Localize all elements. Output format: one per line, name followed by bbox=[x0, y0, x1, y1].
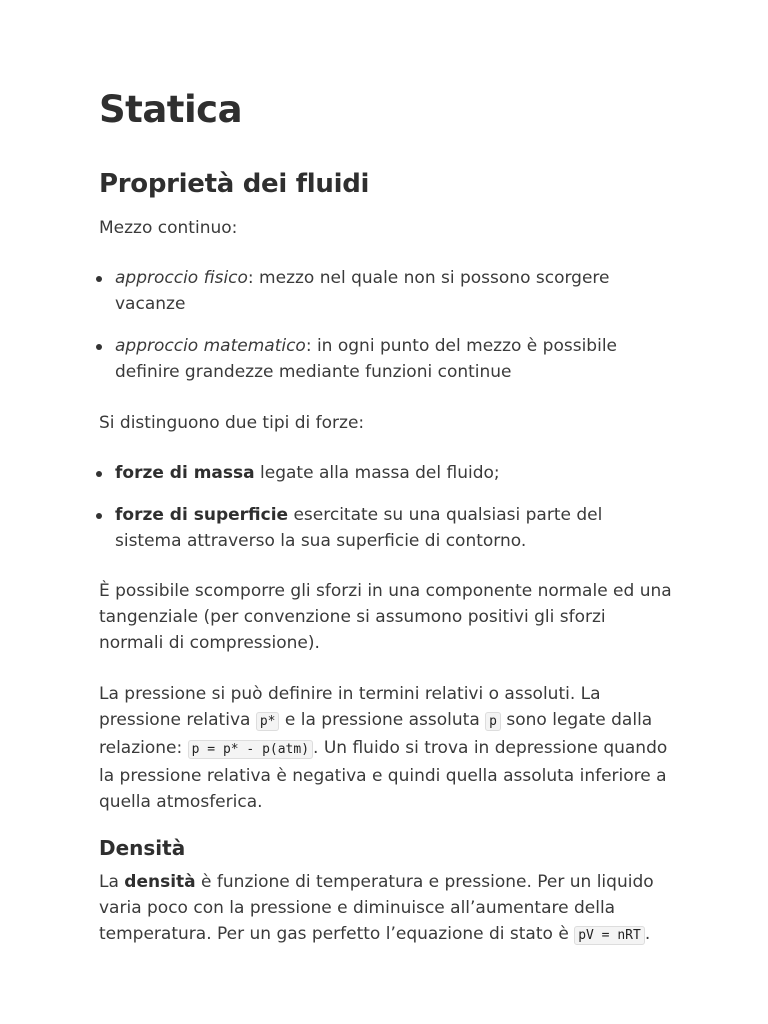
text-span: . Un fluido si trova in depressione quando la pressione relativa è negativa e quindi quella assoluta inferiore a quella atmosferica. bbox=[99, 738, 668, 812]
inline-code-absolute-pressure: p bbox=[485, 712, 501, 731]
term-approccio-matematico: approccio matematico bbox=[115, 336, 306, 356]
list-item bbox=[99, 265, 674, 317]
pressure-paragraph bbox=[99, 681, 674, 815]
approaches-list bbox=[99, 265, 674, 385]
list-item-text: : mezzo nel quale non si possono scorgere vacanze bbox=[115, 268, 610, 314]
inline-code-pressure-relation: p = p* - p(atm) bbox=[188, 740, 313, 759]
density-paragraph bbox=[99, 869, 674, 949]
text-span: . bbox=[644, 924, 651, 944]
text-span: La bbox=[99, 872, 125, 892]
forces-list bbox=[99, 460, 674, 554]
stress-paragraph: È possibile scomporre gli sforzi in una componente normale ed una tangenziale (per convenzione si assumono positivi gli sforzi normali di compressione). bbox=[99, 581, 672, 653]
list-item bbox=[99, 333, 674, 385]
list-item-text: esercitate su una qualsiasi parte del sistema attraverso la sua superficie di contorno. bbox=[115, 505, 603, 551]
list-item-text: legate alla massa del fluido; bbox=[254, 463, 500, 483]
term-forze-di-massa: forze di massa bbox=[115, 463, 255, 483]
text-span: è funzione di temperatura e pressione. Per un liquido varia poco con la pressione e diminuisce all’aumentare della temperatura. Per un gas perfetto l’equazione di stato è bbox=[99, 872, 654, 944]
text-span: e la pressione assoluta bbox=[279, 710, 486, 730]
subsection-title-densita: Densità bbox=[99, 836, 186, 860]
intro-paragraph: Mezzo continuo: bbox=[99, 218, 238, 238]
inline-code-state-equation: pV = nRT bbox=[574, 926, 645, 945]
section-title: Proprietà dei fluidi bbox=[99, 169, 370, 199]
term-approccio-fisico: approccio fisico bbox=[115, 268, 248, 288]
text-span: sono legate dalla relazione: bbox=[99, 710, 653, 758]
term-forze-di-superficie: forze di superficie bbox=[115, 505, 289, 525]
list-item bbox=[99, 460, 674, 486]
list-item bbox=[99, 502, 674, 554]
inline-code-relative-pressure: p* bbox=[256, 712, 280, 731]
text-span: La pressione si può definire in termini relativi o assoluti. La pressione relativa bbox=[99, 684, 601, 730]
list-item-text: : in ogni punto del mezzo è possibile definire grandezze mediante funzioni continue bbox=[115, 336, 617, 382]
page-title: Statica bbox=[99, 88, 243, 131]
term-densita: densità bbox=[124, 872, 196, 892]
forces-intro-paragraph: Si distinguono due tipi di forze: bbox=[99, 413, 365, 433]
